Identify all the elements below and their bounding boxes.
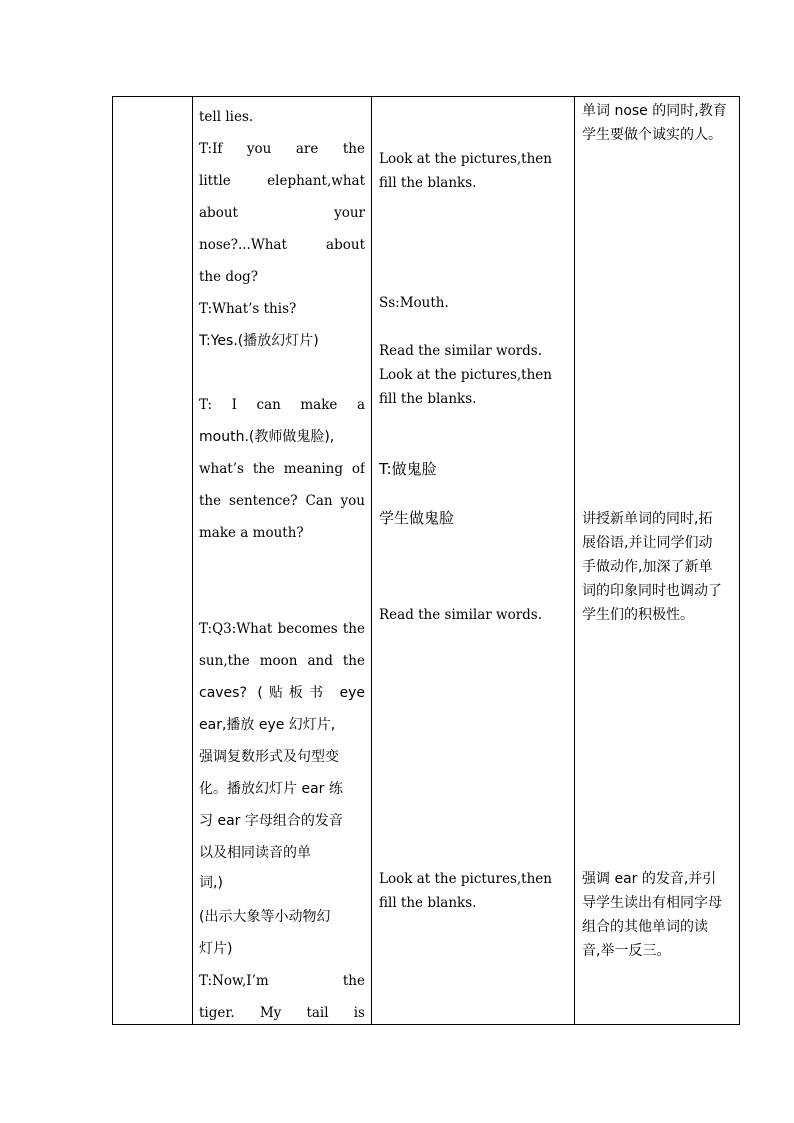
teacher-line: ear,播放 eye 幻灯片,: [199, 717, 336, 733]
teacher-line: caves? (贴板书 eye: [199, 685, 365, 701]
student-line: fill the blanks.: [379, 895, 477, 911]
teacher-line: 习 ear 字母组合的发音: [199, 813, 343, 829]
student-line: Look at the pictures,then: [379, 367, 552, 383]
teacher-line: about your: [199, 205, 365, 221]
student-line: Look at the pictures,then: [379, 871, 552, 887]
teacher-line: T:Q3:What becomes the: [199, 621, 365, 637]
intent-line: 讲授新单词的同时,拓: [582, 511, 713, 527]
intent-line: 学生要做个诚实的人。: [582, 127, 722, 143]
teacher-line: T:Now,I’m the: [199, 973, 365, 989]
student-line: Ss:Mouth.: [379, 295, 449, 311]
intent-line: 展俗语,并让同学们动: [582, 535, 713, 551]
teacher-line: sun,the moon and the: [199, 653, 365, 669]
teacher-line: tiger. My tail is: [199, 1005, 365, 1021]
table-top-border: [112, 96, 740, 97]
teacher-line: the sentence? Can you: [199, 493, 365, 509]
student-line: fill the blanks.: [379, 175, 477, 191]
table-divider-3: [574, 96, 575, 1025]
table-bottom-border: [112, 1024, 740, 1025]
teacher-line: 灯片): [199, 941, 233, 957]
teacher-line: tell lies.: [199, 109, 254, 125]
intent-line: 强调 ear 的发音,并引: [582, 871, 717, 887]
table-divider-1: [192, 96, 193, 1025]
teacher-line: what’s the meaning of: [199, 461, 365, 477]
intent-line: 音,举一反三。: [582, 943, 671, 959]
teacher-line: nose?...What about: [199, 237, 365, 253]
intent-line: 学生们的积极性。: [582, 607, 694, 623]
stage-cell: [113, 97, 192, 1024]
teacher-line: little elephant,what: [199, 173, 365, 189]
teacher-line: mouth.(教师做鬼脸),: [199, 429, 335, 445]
intent-line: 组合的其他单词的读: [582, 919, 708, 935]
intent-line: 导学生读出有相同字母: [582, 895, 722, 911]
student-line: 学生做鬼脸: [379, 509, 455, 527]
teacher-line: 强调复数形式及句型变: [199, 749, 339, 765]
student-line: Look at the pictures,then: [379, 151, 552, 167]
teacher-line: T: I can make a: [199, 397, 365, 413]
student-line: Read the similar words.: [379, 343, 543, 359]
teacher-line: make a mouth?: [199, 525, 304, 541]
table-border-right: [739, 96, 740, 1025]
intent-line: 单词 nose 的同时,教育: [582, 103, 727, 119]
teacher-line: T:If you are the: [199, 141, 365, 157]
teacher-line: the dog?: [199, 269, 259, 285]
teacher-line: T:What’s this?: [199, 301, 297, 317]
table-divider-2: [371, 96, 372, 1025]
teacher-line: T:Yes.(播放幻灯片): [199, 333, 319, 349]
student-line: fill the blanks.: [379, 391, 477, 407]
student-line: T:做鬼脸: [379, 460, 437, 478]
teacher-line: 化。播放幻灯片 ear 练: [199, 781, 343, 797]
teacher-line: 词,): [199, 875, 223, 891]
intent-line: 手做动作,加深了新单: [582, 559, 713, 575]
teacher-line: 以及相同读音的单: [199, 845, 311, 861]
teacher-line: (出示大象等小动物幻: [199, 909, 331, 925]
student-line: Read the similar words.: [379, 607, 543, 623]
intent-line: 词的印象同时也调动了: [582, 583, 722, 599]
